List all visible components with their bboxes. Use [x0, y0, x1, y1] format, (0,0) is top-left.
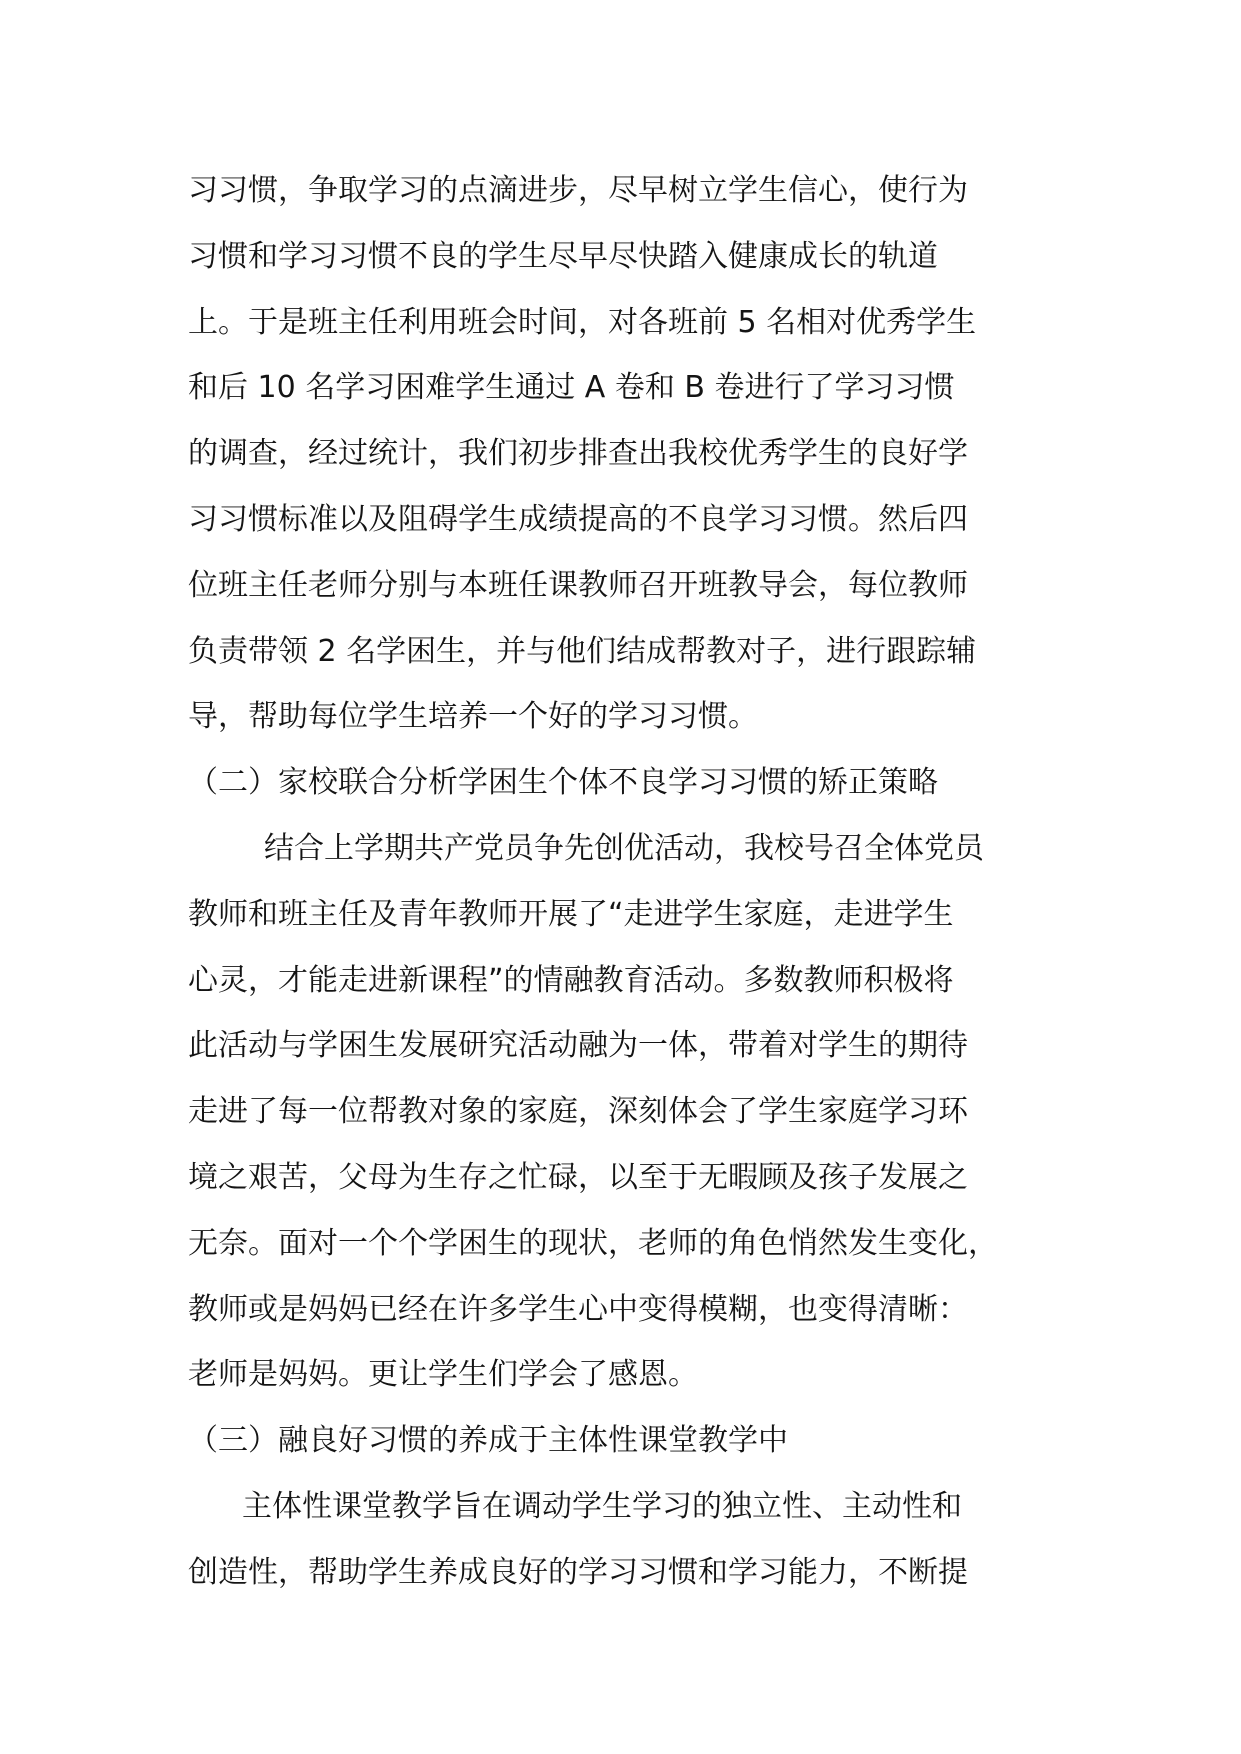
paragraph-line: 和后 10 名学习困难学生通过 A 卷和 B 卷进行了学习习惯: [188, 370, 955, 406]
paragraph-line: 的调查，经过统计，我们初步排查出我校优秀学生的良好学: [188, 436, 968, 472]
paragraph-line: 位班主任老师分别与本班任课教师召开班教导会，每位教师: [188, 567, 968, 603]
section-heading: （三）融良好习惯的养成于主体性课堂教学中: [188, 1423, 788, 1459]
paragraph-line: 心灵，才能走进新课程”的情融教育活动。多数教师积极将: [188, 962, 954, 998]
paragraph-line: 走进了每一位帮教对象的家庭，深刻体会了学生家庭学习环: [188, 1094, 968, 1130]
paragraph-line: 教师和班主任及青年教师开展了“走进学生家庭，走进学生: [188, 896, 954, 932]
paragraph-line: 负责带领 2 名学困生，并与他们结成帮教对子，进行跟踪辅: [188, 633, 977, 669]
paragraph-line: 习习惯标准以及阻碍学生成绩提高的不良学习习惯。然后四: [188, 501, 968, 537]
paragraph-line: 此活动与学困生发展研究活动融为一体，带着对学生的期待: [188, 1028, 968, 1064]
paragraph-line: 上。于是班主任利用班会时间，对各班前 5 名相对优秀学生: [188, 304, 977, 340]
paragraph-line: 老师是妈妈。更让学生们学会了感恩。: [188, 1357, 698, 1393]
paragraph-line: 习惯和学习习惯不良的学生尽早尽快踏入健康成长的轨道: [188, 238, 938, 274]
paragraph-line: 创造性，帮助学生养成良好的学习习惯和学习能力，不断提: [188, 1554, 968, 1590]
paragraph-line: 教师或是妈妈已经在许多学生心中变得模糊，也变得清晰：: [188, 1291, 968, 1327]
paragraph-line: 无奈。面对一个个学困生的现状，老师的角色悄然发生变化，: [188, 1225, 998, 1261]
paragraph-line: 主体性课堂教学旨在调动学生学习的独立性、主动性和: [242, 1488, 962, 1524]
paragraph-line: 结合上学期共产党员争先创优活动，我校号召全体党员: [264, 830, 984, 866]
paragraph-line: 导，帮助每位学生培养一个好的学习习惯。: [188, 699, 758, 735]
paragraph-line: 境之艰苦，父母为生存之忙碌，以至于无暇顾及孩子发展之: [188, 1159, 968, 1195]
body-text: [188, 158, 1068, 1606]
section-heading: （二）家校联合分析学困生个体不良学习习惯的矫正策略: [188, 765, 938, 801]
paragraph-line: 习习惯，争取学习的点滴进步，尽早树立学生信心，使行为: [188, 173, 968, 208]
